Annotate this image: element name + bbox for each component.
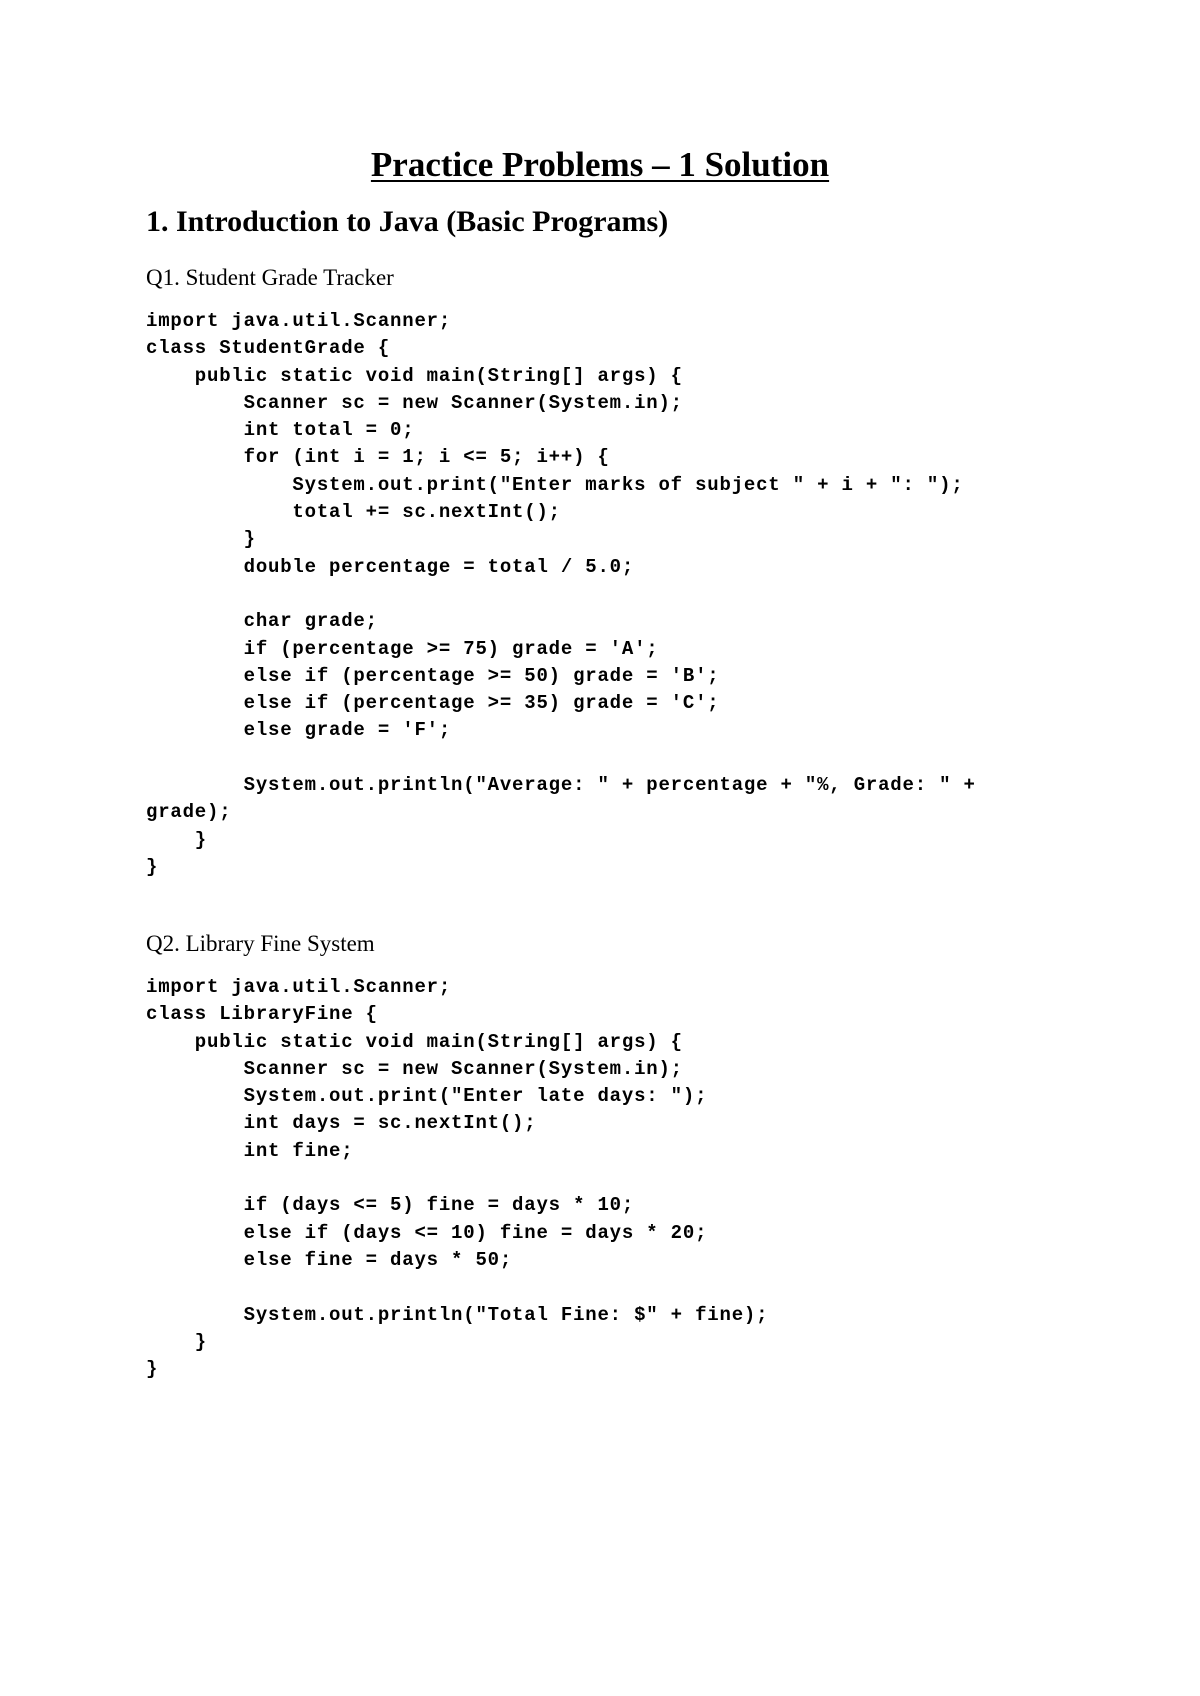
code-block-q1: import java.util.Scanner; class StudentGrade { public static void main(String[] args) { Scanner sc = new Scanner(System.in); int total = 0; for (int i = 1; i <= 5; i++) { System.out.print("Enter marks of subject " + i + ": "); total += sc.nextInt(); } double percentage = total / 5.0; char grade; if (percentage >= 75) grade = 'A'; else if (percentage >= 50) grade = 'B'; else if (percentage >= 35) grade = 'C'; else grade = 'F'; System.out.println("Average: " + percentage + "%, Grade: " + grade); } } (146, 310, 976, 878)
question-heading-q1: Q1. Student Grade Tracker (146, 265, 394, 290)
page-title (0, 144, 1200, 186)
section-heading: 1. Introduction to Java (Basic Programs) (146, 205, 669, 238)
question-heading-q2: Q2. Library Fine System (146, 931, 375, 956)
page-title-text: Practice Problems – 1 Solution (370, 145, 830, 184)
code-block-q2: import java.util.Scanner; class LibraryFine { public static void main(String[] args) { Scanner sc = new Scanner(System.in); System.out.print("Enter late days: "); int days = sc.nextInt(); int fine; if (days <= 5) fine = days * 10; else if (days <= 10) fine = days * 20; else fine = days * 50; System.out.println("Total Fine: $" + fine); } } (146, 976, 769, 1381)
